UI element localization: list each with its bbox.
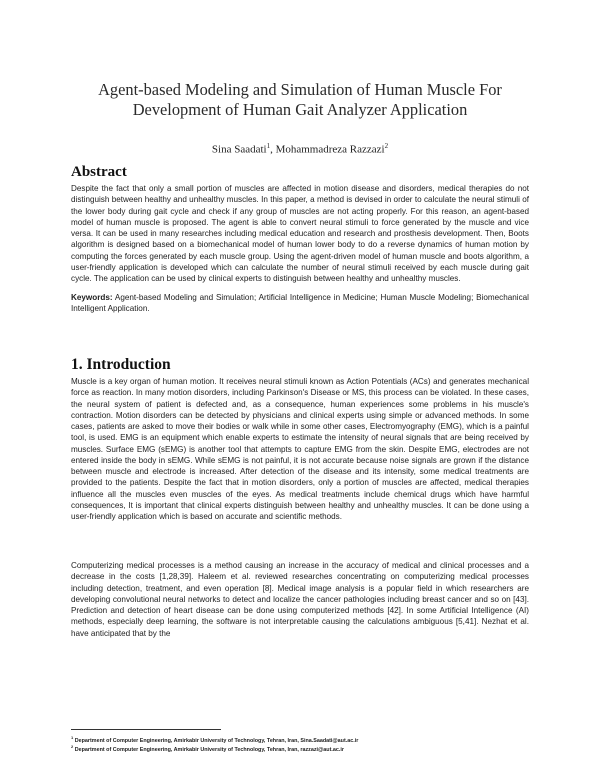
author-1: Sina Saadati (211, 143, 267, 156)
footnote-2 (71, 743, 531, 754)
abstract-heading: Abstract (71, 164, 127, 180)
author-2-mark: 2 (384, 142, 389, 150)
introduction-paragraph-2: Computerizing medical processes is a method causing an increase in the accuracy of medical and clinical processes and a decrease in the costs [1,28,39]. Haleem et al. reviewed researches concentrating on computerizing medical processes including detection, treatment, and even operation [8]. Medical image analysis is a popular field in which researchers are developing convolutional neural networks to detect and localize the cancer pathologies including breast cancer and so on [43]. Prediction and detection of heart disease can be done using computerized methods [42]. In some Artificial Intelligence (AI) methods, especially deep learning, the software is not interpretable causing the calculations ambiguous [5,41]. Nezhat et al. have anticipated that by the (71, 561, 529, 638)
keywords-text: Agent-based Modeling and Simulation; Artificial Intelligence in Medicine; Human Muscle Modeling; Biomechanical Intelligent Application. (71, 293, 529, 314)
paper-title (60, 80, 540, 120)
keywords (71, 292, 529, 315)
abstract-text: Despite the fact that only a small portion of muscles are affected in motion disease and disorders, medical therapies do not distinguish between healthy and unhealthy muscles. In this paper, a method is devised in order to calculate the neural stimuli of the lower body during gait cycle and check if any group of muscles are not acting properly. For this reason, an agent-based model of human muscle is proposed. The agent is able to convert neural stimuli to force generated by the muscle and vice versa. It can be used in many researches including medical education and research and prosthesis development. Then, Boots algorithm is designed based on a biomechanical model of human lower body to do a reverse dynamics of human motion by computing the forces generated by each muscle group. Using the agent-driven model of human muscle and boots algorithm, a user-friendly application is developed which can calculate the number of neural stimuli received by each muscle during gait cycle. The application can be used by clinical experts to distinguish between healthy and unhealthy muscles. (71, 184, 529, 283)
footnote-2-text: Department of Computer Engineering, Amirkabir University of Technology, Tehran, Iran, razzazi@aut.ac.ir (73, 746, 344, 753)
introduction-paragraph-1: Muscle is a key organ of human motion. It receives neural stimuli known as Action Potentials (ACs) and generates mechanical force as reaction. In many motion disorders, including Parkinson's Disease or MS, this process can be violated. In these cases, the neural system of patient is defected and, as a consequence, human experiences some problems in his muscle's contraction. Motion disorders can be detected by physicians and clinical experts using simple or advanced methods. In some cases, patients are asked to move their bodies or walk while in some other cases, Electromyography (EMG), which is a painful tool, is used. EMG is an equipment which enable experts to estimate the intensity of neural signals that are being received by muscles. Surface EMG (sEMG) is another tool that attempts to capture EMG from the skin. Despite EMG, electrodes are not entered inside the body in sEMG. While sEMG is not painful, it is not accurate because noise signals are grown if the distance between muscle and electrode is increased. After detection of the disease and its intensity, some medical treatments are provided to the patients. Despite the fact that in motion disorders, only a portion of muscles are affected, medical therapies influence all the muscles even muscles of the eyes. As medical treatments include chemical drugs which have harmful consequences, It is important that clinical experts distinguish between healthy and unhealthy muscles. It can be done using a user-friendly application which is based on accurate and scientific methods. (71, 377, 529, 521)
author-list (60, 139, 540, 157)
footnote-1-text: Department of Computer Engineering, Amirkabir University of Technology, Tehran, Iran, Sina.Saadati@aut.ac.ir (73, 737, 359, 744)
author-2: Mohammadreza Razzazi (275, 143, 385, 156)
footnote-divider (71, 729, 221, 730)
introduction-heading: 1. Introduction (71, 356, 171, 373)
footnote-2-mark: 2 (71, 744, 74, 749)
keywords-label: Keywords: (71, 293, 113, 302)
author-separator: , (270, 143, 276, 156)
author-1-mark: 1 (266, 142, 271, 150)
title-line-2: Development of Human Gait Analyzer Application (132, 100, 468, 119)
title-line-1: Agent-based Modeling and Simulation of Human Muscle For (98, 80, 502, 99)
footnote-1-mark: 1 (71, 735, 74, 740)
